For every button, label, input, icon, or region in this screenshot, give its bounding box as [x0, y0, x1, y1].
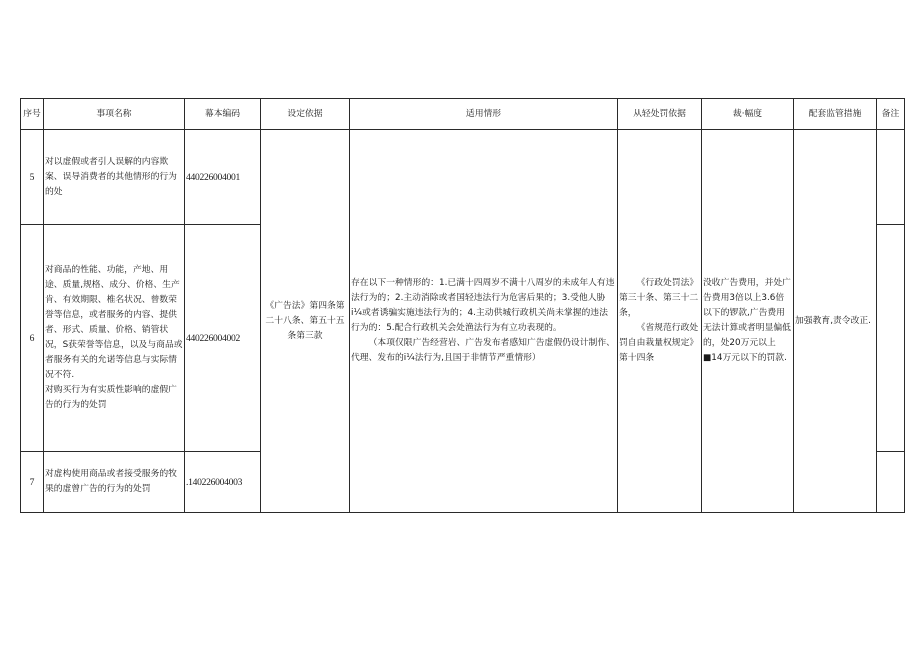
header-applicable: 适用情形 — [350, 99, 618, 130]
header-range: 裁·幅度 — [702, 99, 794, 130]
item-name-extra: 对购买行为有实质性影响的虚假广告的行为的处罚 — [45, 385, 177, 410]
applicable-text: 存在以下一种情形的：1.已满十四周岁不满十八周岁的未成年人有违法行为的；2.主动消除或者国轻违法行为危害后果的；3.受他人胁i¼或者诱骗实施违法行为的；4.主动供城行政机关尚未掌握的违法行为的：5.配合行政机关会处渔法行为有立功表现的。 — [351, 278, 615, 333]
table-row — [21, 130, 905, 225]
merged-range — [702, 130, 794, 513]
header-measures: 配套监管措施 — [794, 99, 877, 130]
row-catalog-code: 440226004002 — [185, 225, 261, 452]
row-seq: 5 — [21, 130, 44, 225]
range-text: 没收广告费用，并处广告费用3倍以上3.6倍以下的锣款,广告费用无法计算或者明显偏低的，处20万元以上■14万元以下的罚款. — [703, 278, 791, 363]
row-remarks — [877, 130, 905, 225]
row-remarks — [877, 225, 905, 452]
header-catalog-code: 幕本编码 — [185, 99, 261, 130]
lenient-basis-line-1: 《行政处罚法》第三十条、第三十二条， — [619, 278, 699, 318]
measures-text: 加强教育,责令改正. — [795, 315, 871, 326]
penalty-discretion-table — [20, 98, 905, 513]
row-catalog-code: .140226004003 — [185, 452, 261, 513]
merged-basis — [261, 130, 350, 513]
merged-lenient-basis — [618, 130, 702, 513]
basis-text: 《广告法》第四条第二十八条、第五十五条第三款 — [265, 300, 345, 341]
header-item-name: 事项名称 — [44, 99, 185, 130]
row-item-name: 对虚构使用商品或者接受服务的牧果的虚曾广告的行为的处罚 — [44, 452, 185, 513]
header-basis: 设定依据 — [261, 99, 350, 130]
merged-applicable — [350, 130, 618, 513]
header-remarks: 备注 — [877, 99, 905, 130]
row-item-name — [44, 225, 185, 452]
header-seq: 序号 — [21, 99, 44, 130]
applicable-note: （本项仅限广告经营岩、广告发布者感知广告虚假仍设计制作、代理、发布的i¼法行为,且国于非情节严重情形） — [351, 338, 615, 363]
table-header-row — [21, 99, 905, 130]
header-lenient-basis: 从轻处罚依据 — [618, 99, 702, 130]
row-item-name: 对以虚假或者引人误解的内容欺案、误导消费者的其他情形的行为的处 — [44, 130, 185, 225]
merged-measures — [794, 130, 877, 513]
row-catalog-code: 440226004001 — [185, 130, 261, 225]
lenient-basis-line-2: 《省规范行政处罚自由栽量权规定》第十四条 — [619, 323, 699, 363]
row-remarks — [877, 452, 905, 513]
row-seq: 6 — [21, 225, 44, 452]
row-seq: 7 — [21, 452, 44, 513]
item-name-main: 对商品的性能、功能，产地、用途、质量,规格、成分、价格、生产肯、有效期限、椎名状况、曾数荣誉等信息，或者服务的内容、提供者、形式、质量、价格、销管状况，S获荣誉等信息，以及与商品或者服务有关的允诺等信息与实际情况不符. — [45, 265, 183, 380]
